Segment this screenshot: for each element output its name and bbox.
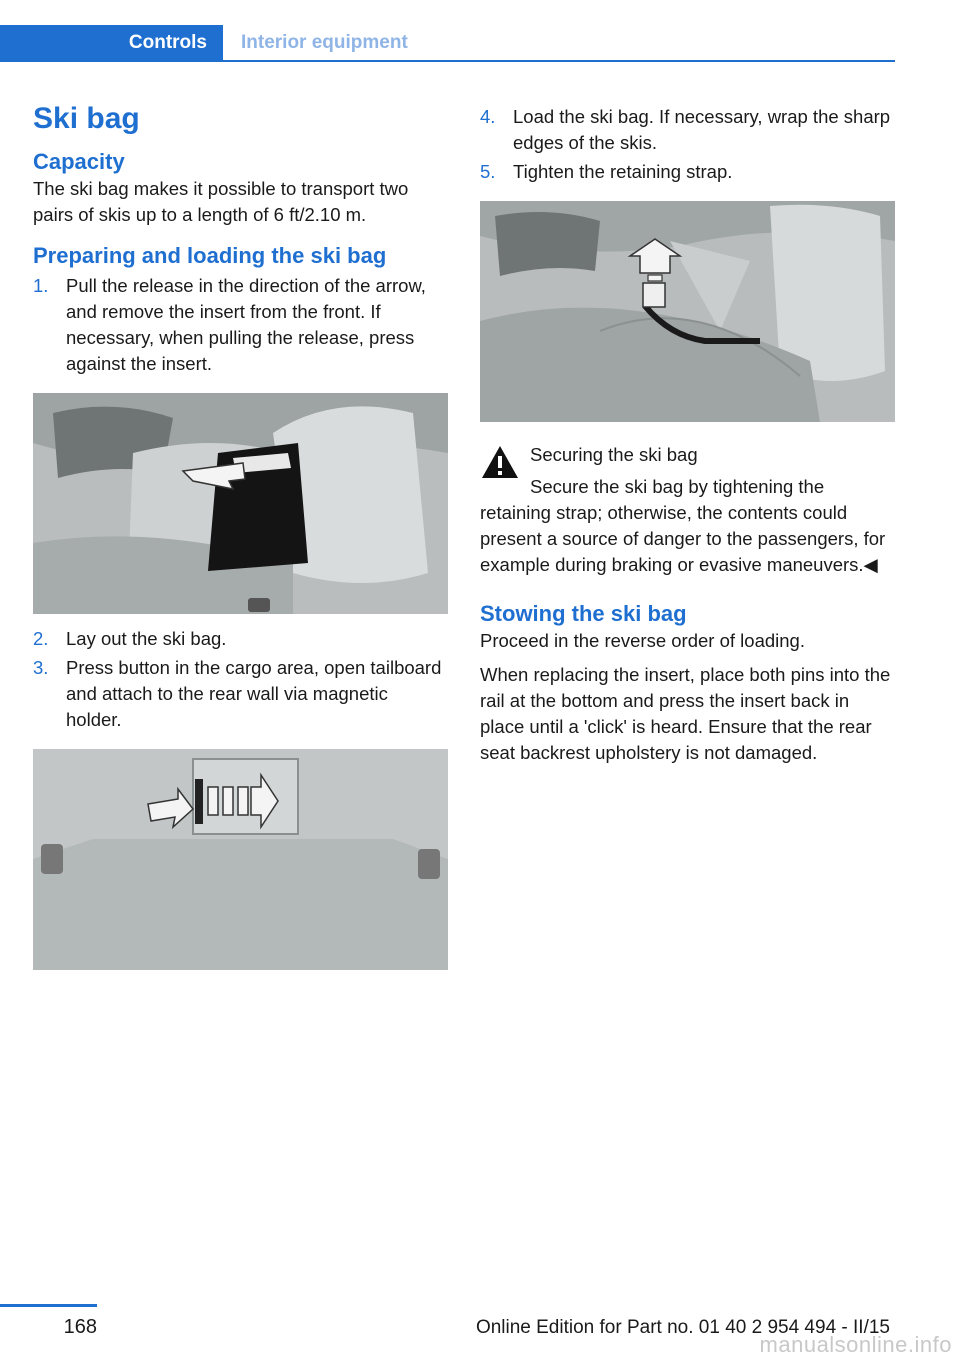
step-text: Press button in the cargo area, open tailboard and attach to the rear wall via magnetic holder.: [66, 657, 442, 730]
watermark: manualsonline.info: [759, 1332, 952, 1357]
stowing-text-1: Proceed in the reverse order of loading.: [480, 630, 805, 651]
photo-rear-seat-insert: [33, 393, 448, 614]
step-number: 5.: [480, 161, 496, 182]
cargo-area-illustration: [33, 749, 448, 970]
retaining-strap-illustration: [480, 201, 895, 422]
right-column: [480, 104, 895, 766]
capacity-text: The ski bag makes it possible to transport two pairs of skis up to a length of 6 ft/2.10 m.: [33, 178, 409, 225]
warning-body: Secure the ski bag by tightening the retaining strap; otherwise, the contents could present a source of danger to the passengers, for example during braking or evasive maneuvers.◀: [480, 476, 886, 575]
list-item: [33, 655, 448, 733]
photo-cargo-area-button: [33, 749, 448, 970]
step-text: Tighten the retaining strap.: [513, 161, 733, 182]
stowing-text-2: When replacing the insert, place both pins into the rail at the bottom and press the insert back in place until a 'click' is heard. Ensure that the rear seat backrest upholstery is not damaged.: [480, 664, 891, 763]
warning-title: Securing the ski bag: [530, 444, 698, 465]
warning-box: [480, 442, 895, 578]
steps-list-a: [33, 273, 448, 377]
preparing-heading: Preparing and loading the ski bag: [33, 243, 387, 268]
step-text: Load the ski bag. If necessary, wrap the sharp edges of the skis.: [513, 106, 891, 153]
tab-controls[interactable]: Controls: [0, 25, 223, 60]
rear-seat-insert-illustration: [33, 393, 448, 614]
page-number: 168: [63, 1316, 97, 1338]
page-title: Ski bag: [33, 102, 140, 135]
edition-note: Online Edition for Part no. 01 40 2 954 494 - II/15: [475, 1317, 890, 1338]
list-item: [33, 273, 448, 377]
list-item: [33, 626, 448, 652]
list-item: [480, 104, 895, 156]
list-item: [480, 159, 895, 185]
step-text: Pull the release in the direction of the arrow, and remove the insert from the front. If necessary, when pulling the release, press against the insert.: [66, 275, 426, 374]
left-column: [33, 100, 448, 970]
steps-list-c: [480, 104, 895, 185]
stowing-heading: Stowing the ski bag: [480, 601, 687, 626]
step-number: 4.: [480, 106, 496, 127]
step-number: 3.: [33, 657, 49, 678]
tab-interior-equipment[interactable]: Interior equipment: [241, 31, 408, 53]
step-number: 1.: [33, 275, 49, 296]
steps-list-b: [33, 626, 448, 733]
step-number: 2.: [33, 628, 49, 649]
chapter-header: [0, 25, 895, 62]
warning-triangle-icon: [480, 444, 520, 480]
photo-retaining-strap: [480, 201, 895, 422]
step-text: Lay out the ski bag.: [66, 628, 227, 649]
capacity-heading: Capacity: [33, 149, 125, 174]
footer-rule: [0, 1304, 97, 1307]
